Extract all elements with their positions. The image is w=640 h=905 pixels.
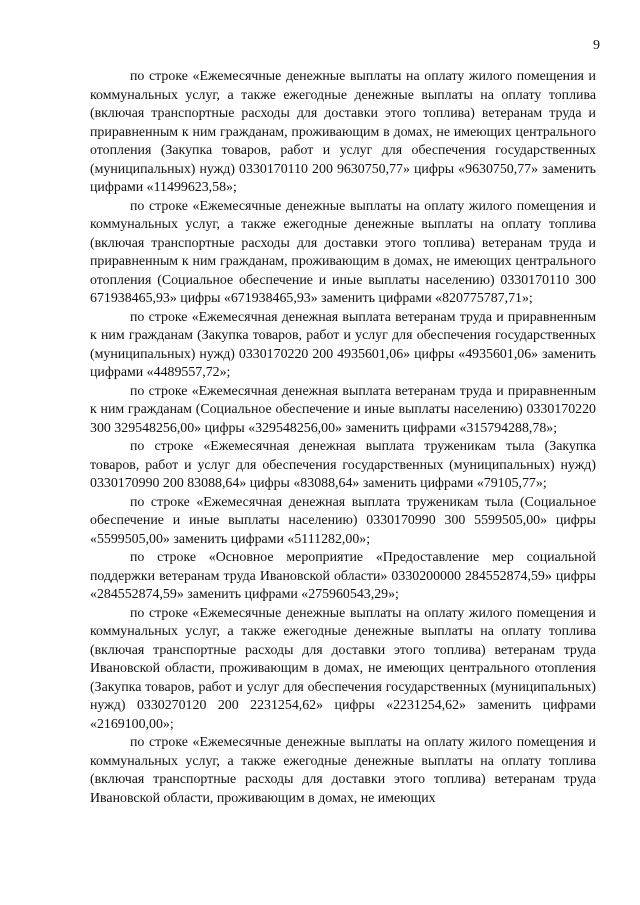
paragraph: по строке «Ежемесячная денежная выплата ветеранам труда и приравненным к ним гражданам (Закупка товаров, работ и услуг для обеспечения государственных (муниципальных) нужд) 0330170220 200 4935601,06» цифры «4935601,06» заменить цифрами «4489557,72»; (90, 309, 596, 380)
paragraph: по строке «Ежемесячная денежная выплата труженикам тыла (Закупка товаров, работ и услуг для обеспечения государственных (муниципальных) нужд) 0330170990 200 83088,64» цифры «83088,64» заменить цифрами «79105,77»; (90, 439, 596, 491)
paragraph: по строке «Ежемесячные денежные выплаты на оплату жилого помещения и коммунальных услуг, а также ежегодные денежные выплаты на оплату топлива (включая транспортные расходы для доставки этого топлива) ветеранам труда Ивановской области, проживающим в домах, не имеющих (90, 735, 596, 806)
paragraph: по строке «Основное мероприятие «Предоставление мер социальной поддержки ветеранам труда Ивановской области» 0330200000 284552874,59» цифры «284552874,59» заменить цифрами «275960543,29»; (90, 550, 596, 602)
page-number: 9 (593, 38, 600, 53)
paragraph: по строке «Ежемесячные денежные выплаты на оплату жилого помещения и коммунальных услуг, а также ежегодные денежные выплаты на оплату топлива (включая транспортные расходы для доставки этого топлива) ветеранам труда Ивановской области, проживающим в домах, не имеющих центрального отопления (Закупка товаров, работ и услуг для обеспечения государственных (муниципальных) нужд) 0330270120 200 2231254,62» цифры «2231254,62» заменить цифрами «2169100,00»; (90, 605, 596, 732)
paragraph: по строке «Ежемесячные денежные выплаты на оплату жилого помещения и коммунальных услуг, а также ежегодные денежные выплаты на оплату топлива (включая транспортные расходы для доставки этого топлива) ветеранам труда и приравненным к ним гражданам, проживающим в домах, не имеющих центрального отопления (Закупка товаров, работ и услуг для обеспечения государственных (муниципальных) нужд) 0330170110 200 9630750,77» цифры «9630750,77» заменить цифрами «11499623,58»; (90, 69, 596, 195)
paragraph: по строке «Ежемесячная денежная выплата труженикам тыла (Социальное обеспечение и иные выплаты населению) 0330170990 300 5599505,00» цифры «5599505,00» заменить цифрами «5111282,00»; (90, 494, 596, 547)
paragraph: по строке «Ежемесячная денежная выплата ветеранам труда и приравненным к ним гражданам (Социальное обеспечение и иные выплаты населению) 0330170220 300 329548256,00» цифры «329548256,00» заменить цифрами «315794288,78»; (90, 383, 596, 436)
paragraph: по строке «Ежемесячные денежные выплаты на оплату жилого помещения и коммунальных услуг, а также ежегодные денежные выплаты на оплату топлива (включая транспортные расходы для доставки этого топлива) ветеранам труда и приравненным к ним гражданам, проживающим в домах, не имеющих центрального отопления (Социальное обеспечение и иные выплаты населению) 0330170110 300 671938465,93» цифры «671938465,93» заменить цифрами «820775787,71»; (90, 198, 596, 306)
document-body (90, 68, 596, 808)
